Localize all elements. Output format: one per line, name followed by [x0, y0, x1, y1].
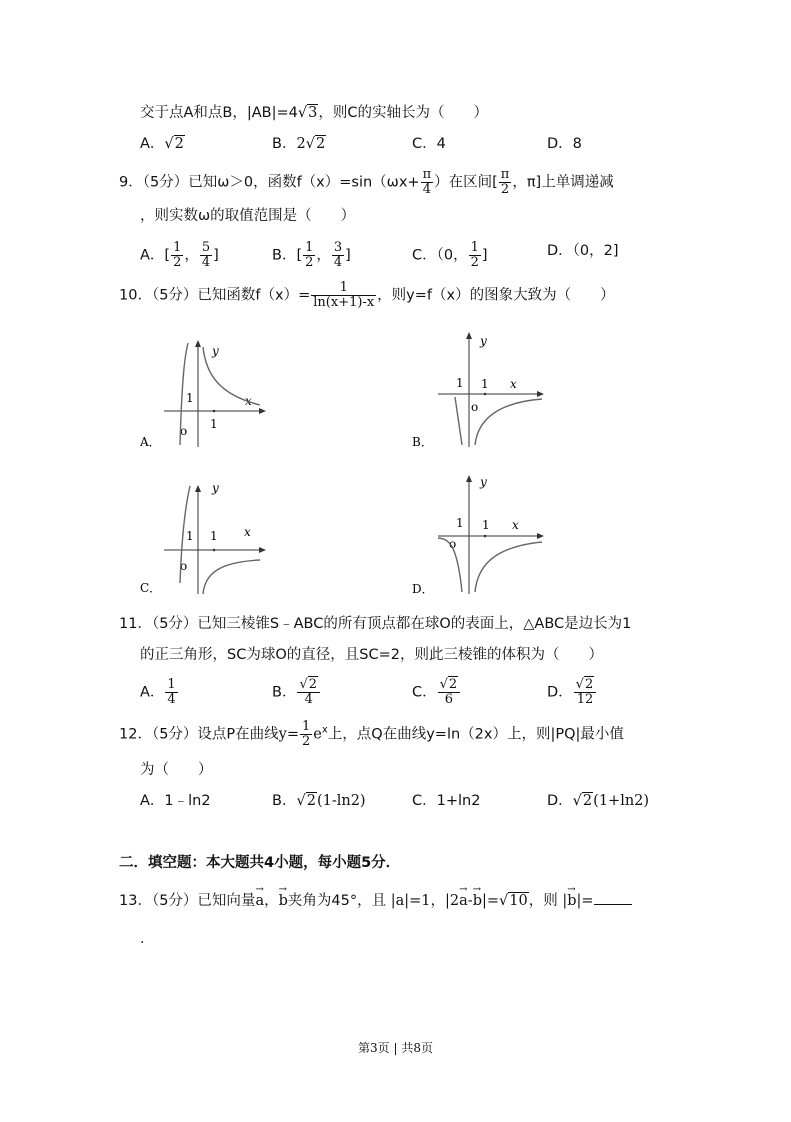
q11-option-a[interactable]: A． $\frac{1}{4}$ [140, 677, 176, 707]
q9-option-c[interactable]: C．（0， $\frac{1}{2}$ ] [412, 240, 488, 270]
q12-option-d[interactable]: D．√2(1+ln2) [547, 793, 650, 809]
q12-stem: 12．（5分）设点P在曲线y= $\frac{1}{2}$ $e^x$上，点Q在曲线y=ln（2x）上，则|PQ|最小值 [119, 719, 624, 749]
q9-stem: 9．（5分）已知ω＞0，函数f（x）=sin（ωx+ $\frac{\pi}{4}$ ）在区间[ $\frac{\pi}{2}$ ，π]上单调递减 [119, 167, 614, 197]
q12-option-a[interactable]: A．1﹣ln2 [140, 793, 211, 809]
q12-option-b[interactable]: B．√2(1-ln2) [272, 793, 366, 809]
graph-a-label: A． [140, 435, 161, 449]
svg-text:x: x [512, 518, 519, 532]
page-footer: 第3页 | 共8页 [358, 1041, 433, 1055]
graph-d-label: D． [412, 582, 434, 596]
svg-text:1: 1 [186, 529, 194, 543]
q10-stem: 10．（5分）已知函数f（x）= $\frac{1}{\ln(x+1)-x}$ ，则y=f（x）的图象大致为（ ） [119, 280, 615, 310]
svg-text:o: o [180, 424, 188, 438]
svg-text:y: y [212, 344, 219, 358]
svg-text:y: y [212, 481, 219, 495]
svg-text:1: 1 [456, 516, 464, 530]
q11-stem: 11．（5分）已知三棱锥S﹣ABC的所有顶点都在球O的表面上，△ABC是边长为1 [119, 616, 632, 632]
svg-text:1: 1 [482, 518, 490, 532]
svg-text:1: 1 [186, 391, 194, 405]
svg-text:1: 1 [210, 529, 218, 543]
q9-option-b[interactable]: B．[ $\frac{1}{2}$ ， $\frac{3}{4}$ ] [272, 240, 351, 270]
graph-d [412, 470, 552, 600]
q13-stem: 13．（5分）已知向量→ a，→ b夹角为45°，且 |a|=1，|2→ a-→ b|=√10，则 |→ b|= [119, 890, 632, 911]
svg-text:y: y [480, 475, 487, 489]
graph-b-label: B． [412, 435, 433, 449]
svg-text:1: 1 [210, 417, 218, 431]
q9-option-a[interactable]: A．[ $\frac{1}{2}$ ， $\frac{5}{4}$ ] [140, 240, 219, 270]
graph-b [412, 327, 552, 454]
graph-a [140, 335, 280, 454]
section-heading: 二．填空题：本大题共4小题，每小题5分． [119, 855, 401, 871]
svg-text:o: o [180, 559, 188, 573]
svg-text:x: x [245, 394, 252, 408]
q9-stem-line2: ，则实数ω的取值范围是（ ） [140, 208, 356, 224]
q8-option-c[interactable]: C．4 [412, 136, 446, 152]
svg-text:1: 1 [481, 377, 489, 391]
graph-c-label: C． [140, 581, 162, 595]
answer-blank[interactable] [594, 890, 632, 905]
q11-stem-line2: 的正三角形，SC为球O的直径，且SC=2，则此三棱锥的体积为（ ） [140, 647, 603, 663]
svg-text:x: x [510, 377, 517, 391]
q11-option-b[interactable]: B． $\frac{√2}{4}$ [272, 678, 321, 707]
q8-option-d[interactable]: D．8 [547, 136, 582, 152]
q13-end-dot: ． [140, 931, 155, 947]
q8-option-a[interactable]: A．√2 [140, 136, 184, 152]
svg-text:o: o [449, 537, 457, 551]
svg-text:o: o [471, 400, 479, 414]
svg-text:1: 1 [456, 376, 464, 390]
q12-option-c[interactable]: C．1+ln2 [412, 793, 481, 809]
q9-option-d[interactable]: D．（0，2] [547, 243, 619, 259]
svg-text:x: x [244, 525, 251, 539]
q11-option-d[interactable]: D． $\frac{√2}{12}$ [547, 678, 597, 707]
q8-stem: 交于点A和点B，|AB|=4√3，则C的实轴长为（ ） [140, 105, 488, 121]
q11-option-c[interactable]: C． $\frac{√2}{6}$ [412, 678, 461, 707]
q8-option-b[interactable]: B．2√2 [272, 136, 326, 152]
svg-text:y: y [480, 334, 487, 348]
q12-stem-line2: 为（ ） [140, 762, 213, 778]
graph-c [140, 478, 280, 600]
